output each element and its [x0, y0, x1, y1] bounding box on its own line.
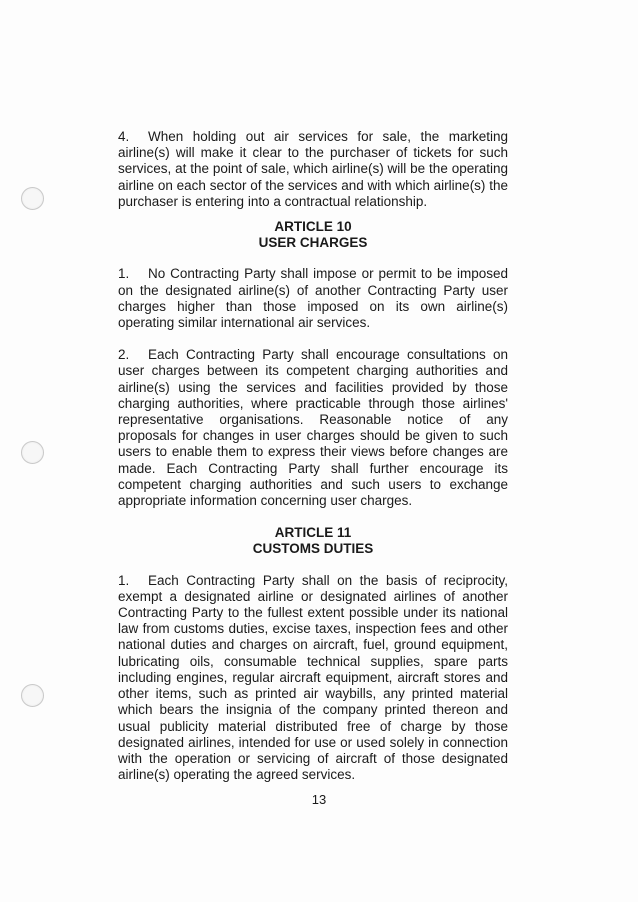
- paragraph-text: Each Contracting Party shall on the basis of reciprocity, exempt a designated airline or designated airlines of another Contracting Party to the fullest extent possible under its national law from customs duties, excise taxes, inspection fees and other national duties and charges on aircraft, fuel, ground equipment, lubricating oils, consumable technical supplies, spare parts including engines, regular aircraft equipment, aircraft stores and other items, such as printed air waybills, any printed material which bears the insignia of the company printed thereon and usual publicity material distributed free of charge by those designated airlines, intended for use or used solely in connection with the operation or servicing of aircraft of those designated airline(s) operating the agreed services.: [118, 572, 508, 783]
- article-10-paragraph-1: [118, 266, 508, 331]
- article-10-paragraph-2: [118, 347, 508, 509]
- paragraph-text: No Contracting Party shall impose or permit to be imposed on the designated airline(s) of another Contracting Party user charges higher than those imposed on its own airline(s) operating similar international air services.: [118, 266, 508, 331]
- article-number: ARTICLE 10: [274, 219, 352, 235]
- article-title: USER CHARGES: [258, 235, 368, 251]
- paragraph-number: 1.: [118, 266, 130, 282]
- document-body: [118, 129, 508, 783]
- article-number: ARTICLE 11: [274, 525, 352, 541]
- article-11-paragraph-1: [118, 573, 508, 784]
- paragraph-4: [118, 129, 508, 210]
- page-number: 13: [311, 792, 327, 807]
- punch-hole-middle: [21, 441, 44, 464]
- paragraph-number: 2.: [118, 347, 130, 363]
- punch-hole-top: [21, 187, 44, 210]
- article-10-heading: [118, 219, 508, 251]
- article-title: CUSTOMS DUTIES: [252, 541, 374, 557]
- paragraph-text: When holding out air services for sale, the marketing airline(s) will make it clear to the purchaser of tickets for such services, at the point of sale, which airline(s) will be the operating airline on each sector of the services and with which airline(s) the purchaser is entering into a contractual relationship.: [118, 129, 508, 209]
- punch-hole-bottom: [21, 684, 44, 707]
- article-11-heading: [118, 525, 508, 557]
- paragraph-number: 1.: [118, 572, 130, 588]
- paragraph-number: 4.: [118, 129, 130, 144]
- paragraph-text: Each Contracting Party shall encourage consultations on user charges between its competent charging authorities and airline(s) using the services and facilities provided by those charging authorities, where practicable through those airlines' representative organisations. Reasonable notice of any proposals for changes in user charges should be given to such users to enable them to express their views before changes are made. Each Contracting Party shall further encourage its competent charging authorities and such users to exchange appropriate information concerning user charges.: [118, 347, 508, 509]
